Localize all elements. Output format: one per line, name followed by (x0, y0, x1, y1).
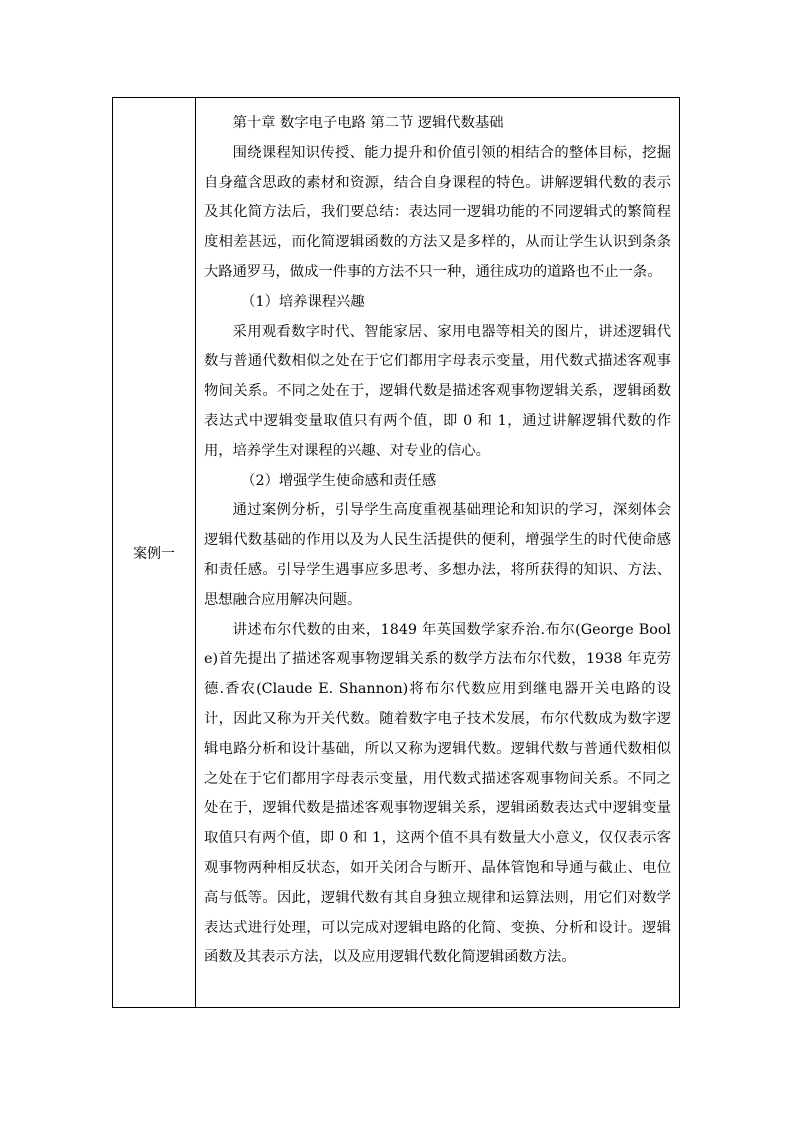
subheading-interest: （1）培养课程兴趣 (241, 293, 365, 310)
case-label-cell (113, 98, 196, 1008)
responsibility-paragraph: 通过案例分析，引导学生高度重视基础理论和知识的学习，深刻体会逻辑代数基础的作用以及为人民生活提供的便利，增强学生的时代使命感和责任感。引导学生遇事应多思考、多想办法，将所获得的知识、方法、思想融合应用解决问题。 (204, 502, 671, 608)
boolean-history-paragraph: 讲述布尔代数的由来，1849 年英国数学家乔治.布尔(George Boole)首先提出了描述客观事物逻辑关系的数学方法布尔代数，1938 年克劳德.香农(Claude E. Shannon)将布尔代数应用到继电器开关电路的设计，因此又称为开关代数。随着数字电子技术发展，布尔代数成为数字逻辑电路分析和设计基础，所以又称为逻辑代数。逻辑代数与普通代数相似之处在于它们都用字母表示变量，用代数式描述客观事物间关系。不同之处在于，逻辑代数是描述客观事物逻辑关系，逻辑函数表达式中逻辑变量取值只有两个值，即 0 和 1，这两个值不具有数量大小意义，仅仅表示客观事物两种相反状态，如开关闭合与断开、晶体管饱和导通与截止、电位高与低等。因此，逻辑代数有其自身独立规律和运算法则，用它们对数学表达式进行处理，可以完成对逻辑电路的化简、变换、分析和设计。逻辑函数及其表示方法，以及应用逻辑代数化简逻辑函数方法。 (204, 621, 671, 966)
intro-paragraph: 围绕课程知识传授、能力提升和价值引领的相结合的整体目标，挖掘自身蕴含思政的素材和资源，结合自身课程的特色。讲解逻辑代数的表示及其化简方法后，我们要总结：表达同一逻辑功能的不同逻辑式的繁简程度相差甚远，而化简逻辑函数的方法又是多样的，从而让学生认识到条条大路通罗马，做成一件事的方法不只一种，通往成功的道路也不止一条。 (204, 144, 671, 280)
case-table (112, 97, 680, 1008)
case-row (113, 98, 680, 1008)
case-label: 案例一 (133, 545, 175, 562)
subheading-responsibility: （2）增强学生使命感和责任感 (241, 472, 437, 489)
interest-paragraph: 采用观看数字时代、智能家居、家用电器等相关的图片，讲述逻辑代数与普通代数相似之处在于它们都用字母表示变量，用代数式描述客观事物间关系。不同之处在于，逻辑代数是描述客观事物逻辑关系，逻辑函数表达式中逻辑变量取值只有两个值，即 0 和 1，通过讲解逻辑代数的作用，培养学生对课程的兴趣、对专业的信心。 (204, 323, 671, 459)
case-content-cell (196, 98, 680, 1008)
section-heading: 第十章 数字电子电路 第二节 逻辑代数基础 (232, 115, 504, 131)
